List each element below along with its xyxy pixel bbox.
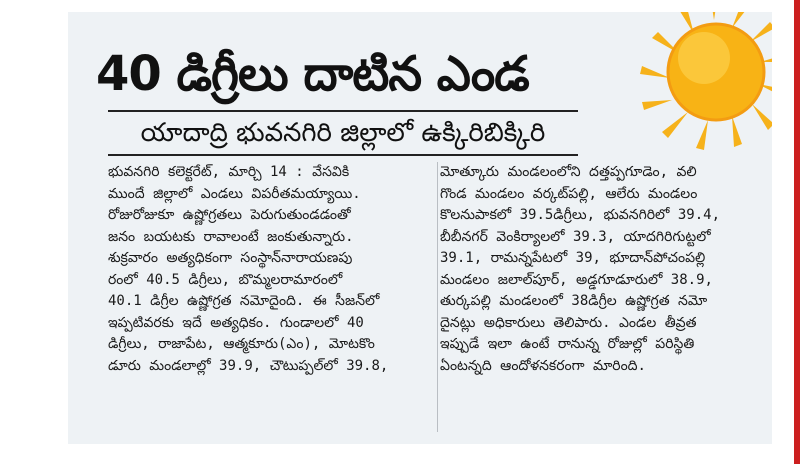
page-edge xyxy=(794,0,800,464)
paragraph-line: రోజురోజుకూ ఉష్ణోగ్రతలు పెరుగుతుండడంతో xyxy=(108,207,351,223)
subheadline: యాదాద్రి భువనగిరి జిల్లాలో ఉక్కిరిబిక్కిరి xyxy=(108,110,578,156)
left-column xyxy=(108,162,438,377)
right-column xyxy=(440,162,770,377)
news-clipping xyxy=(68,12,772,444)
paragraph-line: మోత్కూరు మండలంలోని దత్తప్పగూడెం, వలి xyxy=(440,164,697,180)
paragraph-line: డిగ్రీలు, రాజాపేట, ఆత్మకూరు(ఎం), మోటకొం xyxy=(108,336,375,352)
paragraph-line: జనం బయటకు రావాలంటే జంకుతున్నారు. xyxy=(108,228,354,245)
paragraph-line: ఇప్పటివరకు ఇదే అత్యధికం. గుండాలలో 40 xyxy=(108,314,364,331)
paragraph-line: గొండ మండలం వర్కట్‌పల్లి, ఆలేరు మండలం xyxy=(440,185,698,202)
paragraph-line: 40.1 డిగ్రీల ఉష్ణోగ్రత నమోదైంది. ఈ సీజన్‌లో xyxy=(108,293,380,309)
paragraph-line: కొలనుపాకలో 39.5డిగ్రీలు, భువనగిరిలో 39.4, xyxy=(440,207,721,223)
paragraph-line: డూరు మండలాల్లో 39.9, చౌటుప్పల్‌లో 39.8, xyxy=(108,357,389,374)
headline: 40 డిగ్రీలు దాటిన ఎండ xyxy=(96,46,529,102)
paragraph-line: శుక్రవారం అత్యధికంగా సంస్థాన్‌నారాయణపు xyxy=(108,250,353,266)
paragraph-line: ఏంటన్నది ఆందోళనకరంగా మారింది. xyxy=(440,357,646,374)
sun-icon xyxy=(592,12,772,162)
paragraph-line: 39.1, రామన్నపేటలో 39, భూదాన్‌పోచంపల్లి xyxy=(440,250,706,266)
paragraph-line: మండలం జలాల్‌పూర్, అడ్డగూడూరులో 38.9, xyxy=(440,271,713,288)
paragraph-line: ఇప్పుడే ఇలా ఉంటే రానున్న రోజుల్లో పరిస్థితి xyxy=(440,336,695,352)
paragraph-line: తుర్కపల్లి మండలంలో 38డిగ్రీల ఉష్ణోగ్రత నమో xyxy=(440,293,708,309)
column-divider xyxy=(437,162,438,432)
paragraph-line: ముందే జిల్లాలో ఎండలు విపరీతమయ్యాయి. xyxy=(108,185,361,202)
paragraph-line: బీబీనగర్ వెంకిర్యాలలో 39.3, యాదగిరిగుట్టలో xyxy=(440,228,711,245)
paragraph-line: భువనగిరి కలెక్టరేట్, మార్చి 14 : వేసవికి xyxy=(108,164,350,180)
paragraph-line: రంలో 40.5 డిగ్రీలు, బొమ్మలరామారంలో xyxy=(108,271,343,288)
paragraph-line: దైనట్లు అధికారులు తెలిపారు. ఎండల తీవ్రత xyxy=(440,314,697,331)
